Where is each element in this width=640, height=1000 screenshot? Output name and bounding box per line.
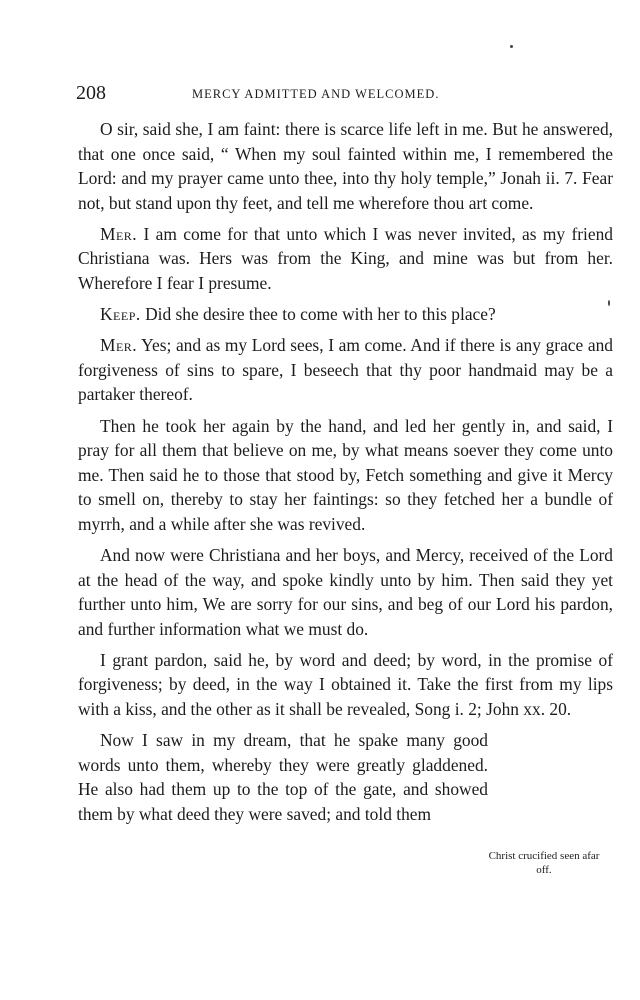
speaker-label: Keep.: [100, 304, 141, 325]
paper-speck: [608, 300, 610, 306]
running-title: MERCY ADMITTED AND WELCOMED.: [192, 87, 440, 101]
margin-note: Christ crucified seen afar off.: [488, 850, 600, 876]
page-header: [76, 82, 546, 108]
body-text: [78, 117, 613, 833]
paper-speck: [510, 45, 513, 48]
speaker-label: Mer.: [100, 335, 138, 356]
paragraph: Mer. I am come for that unto which I was never invited, as my friend Christiana was. Hers was from the King, and mine was but from her. Wherefore I fear I presume.: [78, 223, 613, 294]
paragraph: Then he took her again by the hand, and led her gently in, and said, I pray for all them that believe on me, by what means soever they come unto me. Then said he to those that stood by, Fetch something and give it Mercy to smell on, thereby to stay her faintings: so they fetched her a bundle of myrrh, and a while after she was revived.: [78, 415, 613, 534]
paragraph: Keep. Did she desire thee to come with her to this place?: [100, 304, 496, 325]
paragraph: And now were Christiana and her boys, and Mercy, received of the Lord at the head of the way, and spoke kindly unto by him. Then said they yet further unto him, We are sorry for our sins, and beg of our Lord his pardon, and further information what we must do.: [78, 545, 613, 639]
page-number: 208: [76, 82, 106, 104]
paragraph: O sir, said she, I am faint: there is scarce life left in me. But he answered, that one once said, “ When my soul fainted within me, I remembered the Lord: and my prayer came unto thee, into thy holy temple,” Jonah ii. 7. Fear not, but stand upon thy feet, and tell me wherefore thou art come.: [78, 119, 613, 213]
speaker-label: Mer.: [100, 223, 138, 244]
paragraph-with-sidenote: Now I saw in my dream, that he spake many good words unto them, whereby they were greatly gladdened. He also had them up to the top of the gate, and showed them by what deed they were saved; and told them: [78, 730, 488, 824]
paragraph: I grant pardon, said he, by word and deed; by word, in the promise of forgiveness; by deed, in the way I obtained it. Take the first from my lips with a kiss, and the other as it shall be revealed, Song i. 2; John xx. 20.: [78, 649, 613, 720]
paragraph: Mer. Yes; and as my Lord sees, I am come. And if there is any grace and forgiveness of sins to spare, I beseech that thy poor handmaid may be a partaker thereof.: [78, 335, 613, 405]
